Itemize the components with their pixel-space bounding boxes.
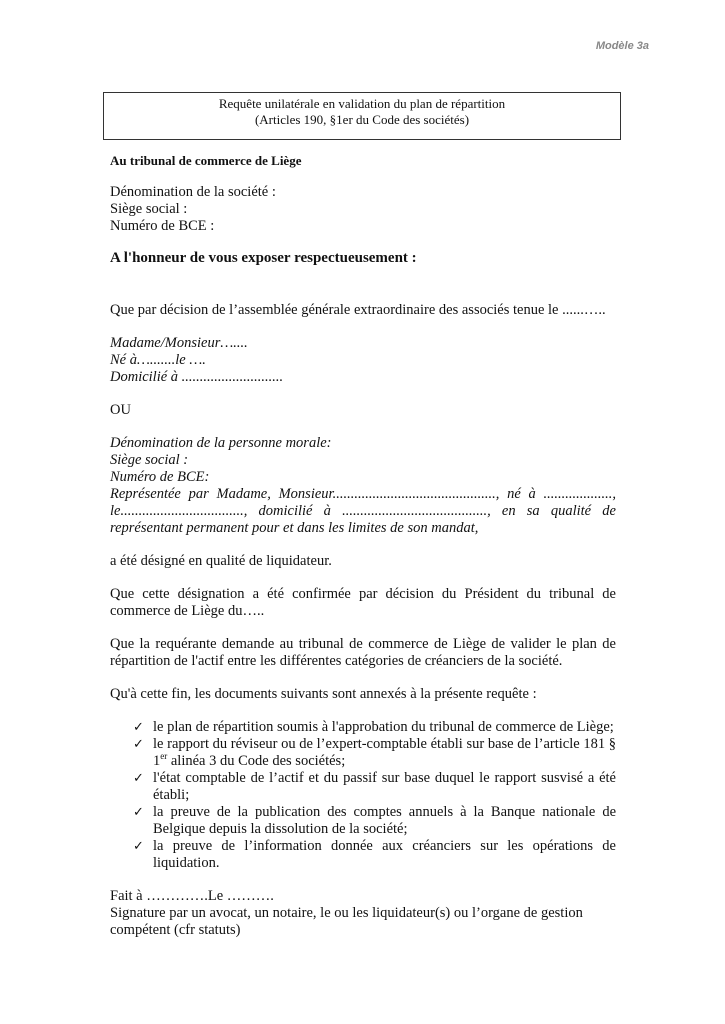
decision-paragraph: Que par décision de l’assemblée générale extraordinaire des associés tenue le ......….. bbox=[110, 302, 606, 318]
title-line-1: Requête unilatérale en validation du plan de répartition bbox=[218, 96, 506, 111]
permanent-representative-line: représentant permanent pour et dans les limites de son mandat, bbox=[110, 520, 479, 536]
done-at-line: Fait à ………….Le ………. bbox=[110, 888, 274, 904]
checklist-item bbox=[110, 838, 616, 872]
company-bce-field: Numéro de BCE : bbox=[110, 218, 215, 234]
model-label: Modèle 3a bbox=[595, 40, 649, 52]
natural-person-block bbox=[110, 335, 616, 386]
request-paragraph: Que la requérante demande au tribunal de commerce de Liège de valider le plan de répartition de l'actif entre les différentes catégories de créanciers de la société. bbox=[110, 636, 616, 669]
honor-heading: A l'honneur de vous exposer respectueusement : bbox=[110, 250, 417, 266]
court-heading: Au tribunal de commerce de Liège bbox=[110, 153, 302, 168]
title-line-2: (Articles 190, §1er du Code des sociétés) bbox=[254, 112, 470, 127]
signature-line: Signature par un avocat, un notaire, le ou les liquidateur(s) ou l’organe de gestion compétent (cfr statuts) bbox=[110, 905, 583, 938]
checklist-item bbox=[110, 770, 616, 804]
annex-checklist bbox=[110, 719, 616, 872]
legal-person-bce-line: Numéro de BCE: bbox=[110, 469, 210, 485]
checkmark-icon: ✓ bbox=[133, 720, 144, 735]
title-box bbox=[103, 92, 621, 140]
checklist-item bbox=[110, 804, 616, 838]
checklist-item bbox=[110, 719, 616, 736]
represented-by-line: Représentée par Madame, Monsieur............................................., né à ..................., bbox=[110, 486, 616, 502]
person-domicile-line: Domicilié à ............................ bbox=[110, 369, 284, 385]
person-name-line: Madame/Monsieur….... bbox=[110, 335, 248, 351]
or-label: OU bbox=[110, 402, 131, 418]
confirmed-paragraph: Que cette désignation a été confirmée par décision du Président du tribunal de commerce de Liège du….. bbox=[110, 586, 616, 619]
document-body bbox=[110, 153, 616, 939]
checklist-item-text: la preuve de l’information donnée aux créanciers sur les opérations de liquidation. bbox=[153, 838, 616, 871]
checklist-item-text: la preuve de la publication des comptes annuels à la Banque nationale de Belgique depuis la dissolution de la société; bbox=[153, 804, 616, 837]
representative-domicile-line: le.................................., domicilié à ........................................, en sa qualité de bbox=[110, 503, 616, 519]
person-birth-line: Né à….......le …. bbox=[110, 352, 206, 368]
checklist-item bbox=[110, 736, 616, 770]
designated-paragraph: a été désigné en qualité de liquidateur. bbox=[110, 553, 332, 569]
company-seat-field: Siège social : bbox=[110, 201, 188, 217]
legal-person-name-line: Dénomination de la personne morale: bbox=[110, 435, 332, 451]
checklist-item-text: le plan de répartition soumis à l'approbation du tribunal de commerce de Liège; bbox=[153, 719, 614, 735]
checkmark-icon: ✓ bbox=[133, 839, 144, 854]
checklist-item-text: le rapport du réviseur ou de l’expert-comptable établi sur base de l’article 181 § 1er alinéa 3 du Code des sociétés; bbox=[153, 736, 616, 769]
annexes-intro: Qu'à cette fin, les documents suivants sont annexés à la présente requête : bbox=[110, 686, 537, 702]
legal-person-block bbox=[110, 435, 616, 537]
checkmark-icon: ✓ bbox=[133, 805, 144, 820]
checkmark-icon: ✓ bbox=[133, 771, 144, 786]
checklist-item-text: l'état comptable de l’actif et du passif sur base duquel le rapport susvisé a été établi; bbox=[153, 770, 616, 803]
company-name-field: Dénomination de la société : bbox=[110, 184, 276, 200]
checkmark-icon: ✓ bbox=[133, 737, 144, 752]
legal-person-seat-line: Siège social : bbox=[110, 452, 189, 468]
company-fields bbox=[110, 184, 616, 235]
